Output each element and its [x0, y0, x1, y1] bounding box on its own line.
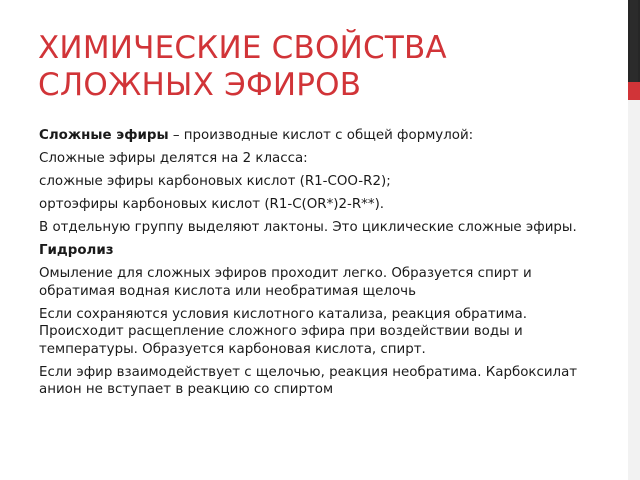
- hydrolysis-heading-text: Гидролиз: [39, 243, 114, 258]
- slide-title-line-1: ХИМИЧЕСКИЕ СВОЙСТВА: [38, 30, 447, 66]
- intro-term: Сложные эфиры: [39, 128, 169, 143]
- hydrolysis-heading: [39, 242, 599, 260]
- slide-title-line-2: СЛОЖНЫХ ЭФИРОВ: [38, 67, 362, 103]
- intro-definition: – производные кислот с общей формулой:: [168, 128, 474, 143]
- slide-body: [39, 127, 599, 404]
- vertical-scrollbar[interactable]: [628, 0, 640, 480]
- lactones-paragraph: В отдельную группу выделяют лактоны. Это циклические сложные эфиры.: [39, 220, 577, 235]
- intro-paragraph: [39, 127, 599, 145]
- slide-title: [38, 30, 598, 104]
- scrollbar-thumb[interactable]: [630, 0, 638, 82]
- class-2-paragraph: ортоэфиры карбоновых кислот (R1-C(OR*)2-R**).: [39, 197, 385, 212]
- alkali-paragraph: Если эфир взаимодействует с щелочью, реакция необратима. Карбоксилат анион не вступает в реакцию со спиртом: [39, 364, 578, 397]
- saponification-paragraph: Омыление для сложных эфиров проходит легко. Образуется спирт и обратимая водная кислота или необратимая щелочь: [39, 266, 532, 299]
- acid-catalysis-paragraph: Если сохраняются условия кислотного катализа, реакция обратима. Происходит расщепление сложного эфира при воздействии воды и температуры. Образуется карбоновая кислота, спирт.: [39, 306, 527, 357]
- class-1-paragraph: сложные эфиры карбоновых кислот (R1-COO-R2);: [39, 174, 391, 189]
- scrollbar-accent: [628, 82, 640, 100]
- classes-paragraph: Сложные эфиры делятся на 2 класса:: [39, 151, 308, 166]
